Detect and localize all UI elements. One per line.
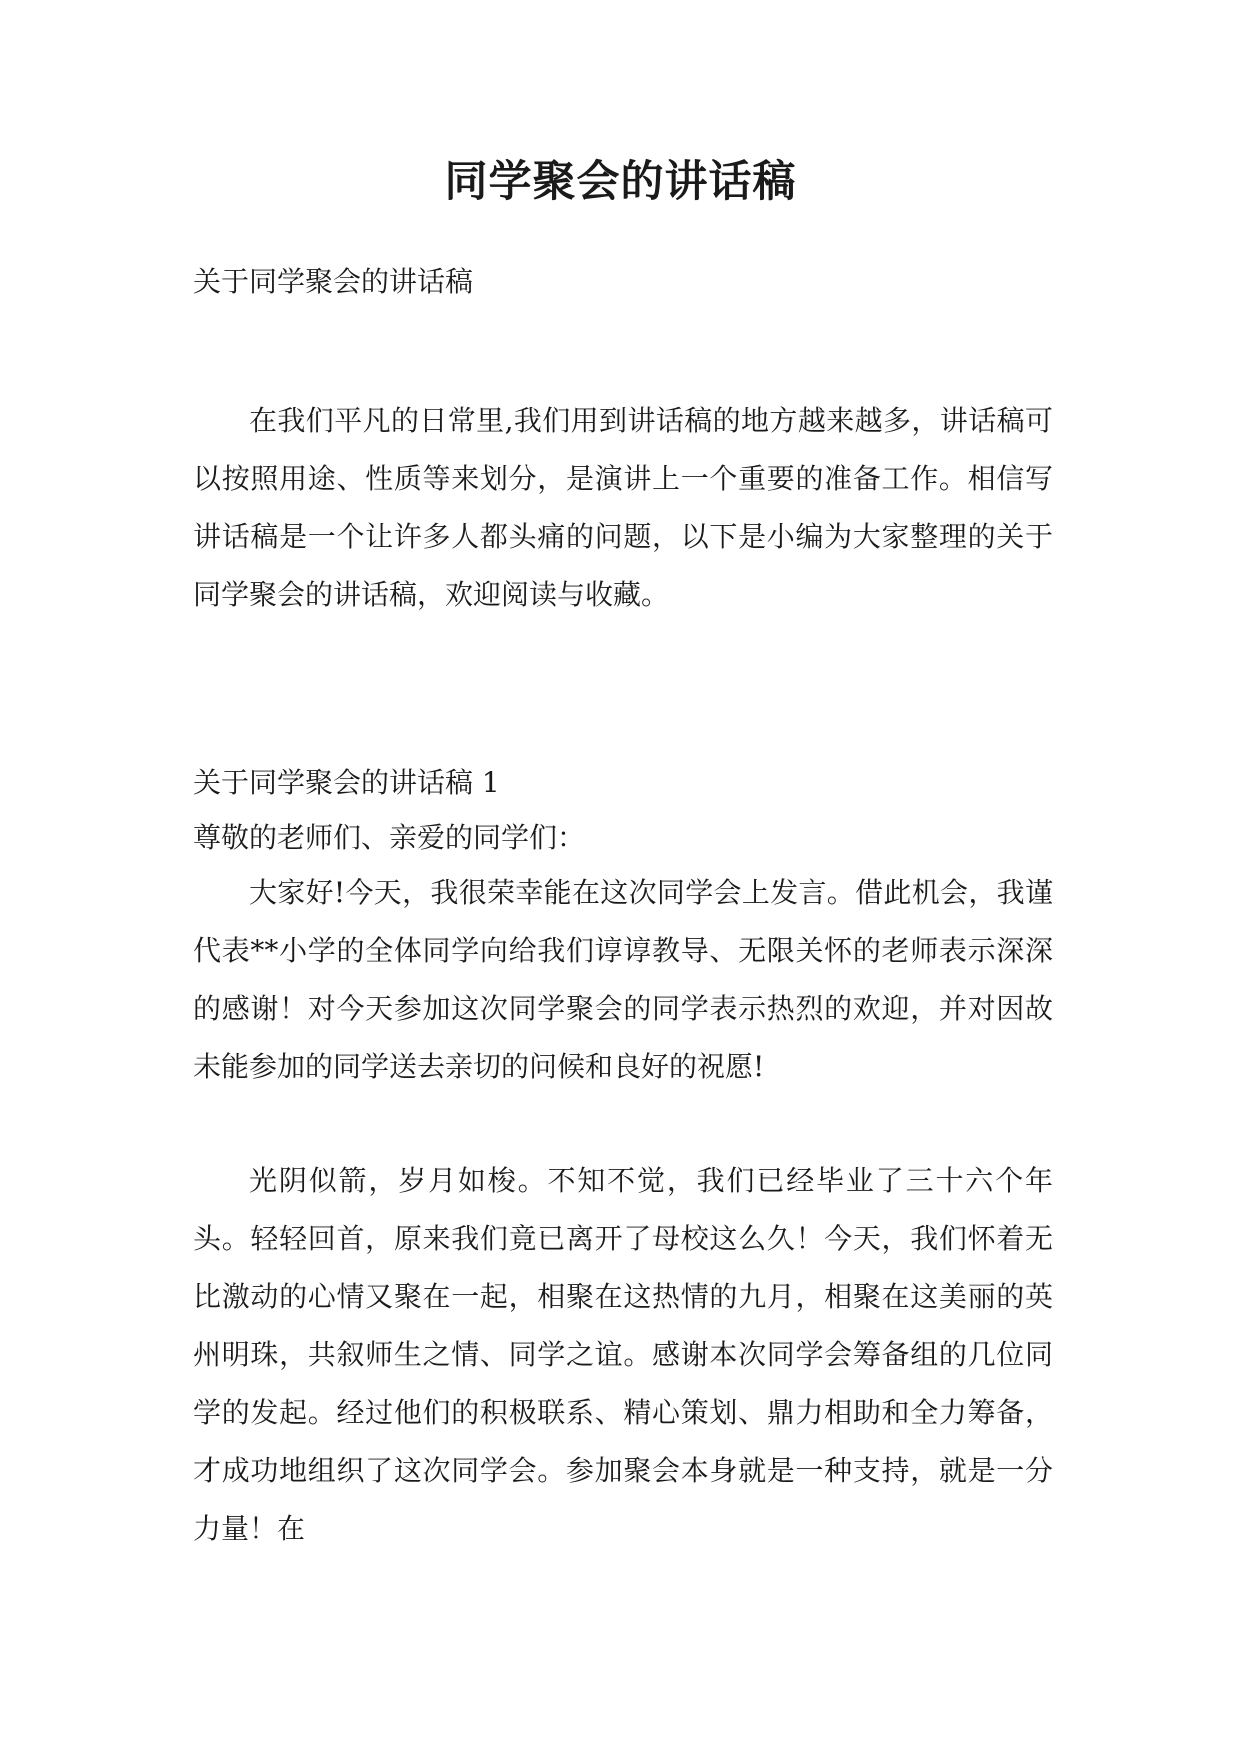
- salutation: 尊敬的老师们、亲爱的同学们：: [193, 821, 586, 854]
- intro-paragraph: 在我们平凡的日常里,我们用到讲话稿的地方越来越多，讲话稿可以按照用途、性质等来划分，是演讲上一个重要的准备工作。相信写讲话稿是一个让许多人都头痛的问题，以下是小编为大家整理的关于同学聚会的讲话稿，欢迎阅读与收藏。: [193, 404, 1053, 611]
- document-title: 同学聚会的讲话稿: [444, 157, 797, 207]
- document-subtitle: 关于同学聚会的讲话稿: [193, 265, 474, 298]
- section-heading: 关于同学聚会的讲话稿 1: [193, 766, 500, 799]
- body-paragraph-2: 光阴似箭，岁月如梭。不知不觉，我们已经毕业了三十六个年头。轻轻回首，原来我们竟已离开了母校这么久！今天，我们怀着无比激动的心情又聚在一起，相聚在这热情的九月，相聚在这美丽的英州明珠，共叙师生之情、同学之谊。感谢本次同学会筹备组的几位同学的发起。经过他们的积极联系、精心策划、鼎力相助和全力筹备，才成功地组织了这次同学会。参加聚会本身就是一种支持，就是一分力量！在: [193, 1164, 1053, 1545]
- body-paragraph-1: 大家好!今天，我很荣幸能在这次同学会上发言。借此机会，我谨代表**小学的全体同学向给我们谆谆教导、无限关怀的老师表示深深的感谢！对今天参加这次同学聚会的同学表示热烈的欢迎，并对因故未能参加的同学送去亲切的问候和良好的祝愿!: [193, 876, 1053, 1083]
